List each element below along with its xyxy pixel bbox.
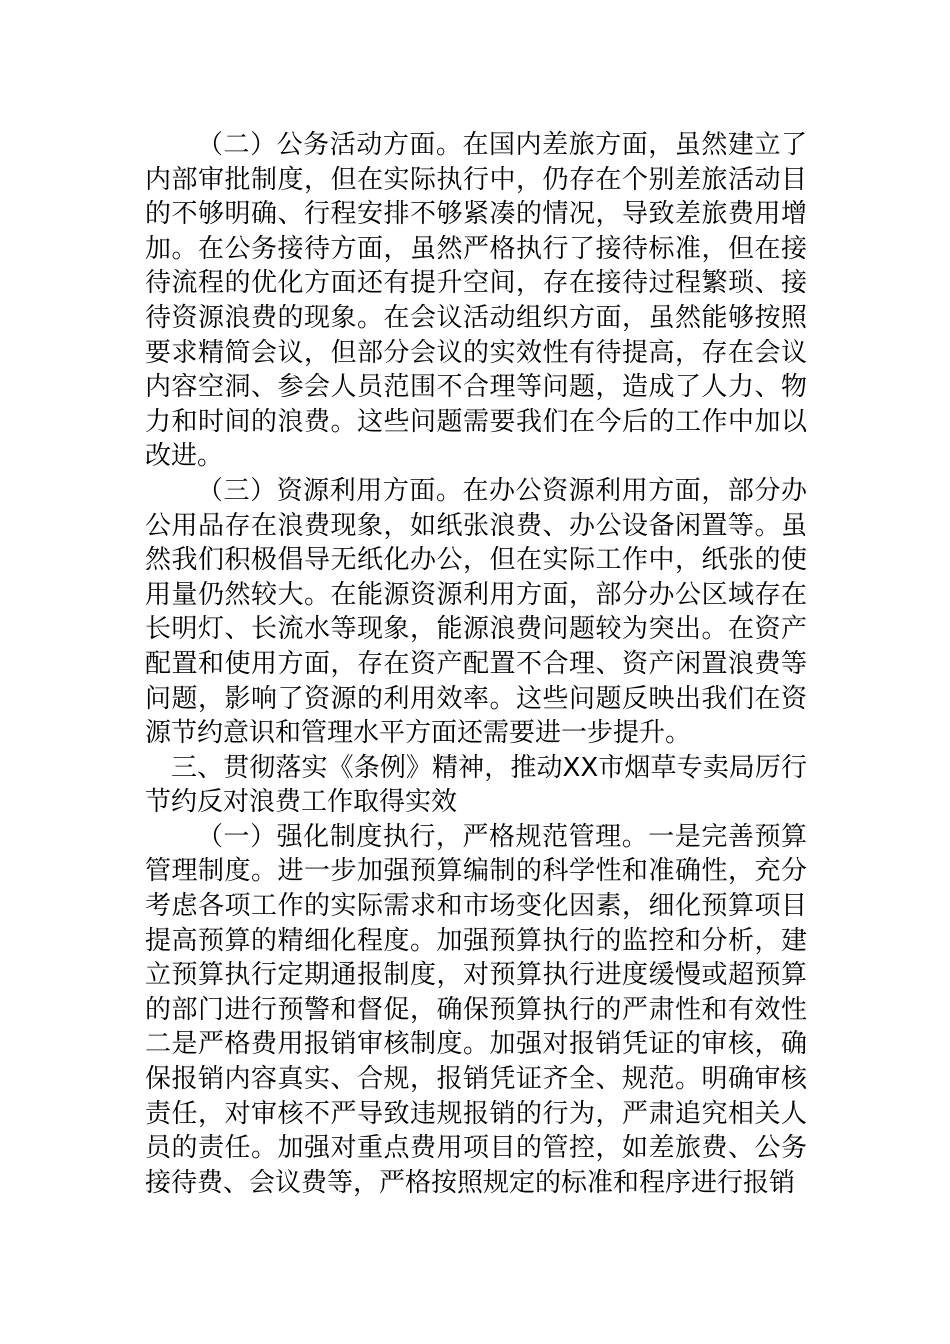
paragraph-official-activities: （二）公务活动方面。在国内差旅方面，虽然建立了内部审批制度，但在实际执行中，仍存在个别差旅活动目的不够明确、行程安排不够紧凑的情况，导致差旅费用增加。在公务接待方面，虽然严格执行了接待标准，但在接待流程的优化方面还有提升空间，存在接待过程繁琐、接待资源浪费的现象。在会议活动组织方面，虽然能够按照要求精简会议，但部分会议的实效性有待提高，存在会议内容空洞、参会人员范围不合理等问题，造成了人力、物力和时间的浪费。这些问题需要我们在今后的工作中加以改进。	[145, 130, 807, 472]
section-heading-three: 三、贯彻落实《条例》精神，推动XX市烟草专卖局厉行节约反对浪费工作取得实效	[145, 752, 807, 818]
paragraph-strengthen-system: （一）强化制度执行，严格规范管理。一是完善预算管理制度。进一步加强预算编制的科学性和准确性，充分考虑各项工作的实际需求和市场变化因素，细化预算项目提高预算的精细化程度。加强预算执行的监控和分析，建立预算执行定期通报制度，对预算执行进度缓慢或超预算的部门进行预警和督促，确保预算执行的严肃性和有效性二是严格费用报销审核制度。加强对报销凭证的审核，确保报销内容真实、合规，报销凭证齐全、规范。明确审核责任，对审核不严导致违规报销的行为，严肃追究相关人员的责任。加强对重点费用项目的管控，如差旅费、公务接待费、会议费等，严格按照规定的标准和程序进行报销	[145, 821, 807, 1198]
document-body	[145, 128, 807, 1200]
paragraph-resource-utilization: （三）资源利用方面。在办公资源利用方面，部分办公用品存在浪费现象，如纸张浪费、办公设备闲置等。虽然我们积极倡导无纸化办公，但在实际工作中，纸张的使用量仍然较大。在能源资源利用方面，部分办公区域存在长明灯、长流水等现象，能源浪费问题较为突出。在资产配置和使用方面，存在资产配置不合理、资产闲置浪费等问题，影响了资源的利用效率。这些问题反映出我们在资源节约意识和管理水平方面还需要进一步提升。	[145, 475, 807, 749]
